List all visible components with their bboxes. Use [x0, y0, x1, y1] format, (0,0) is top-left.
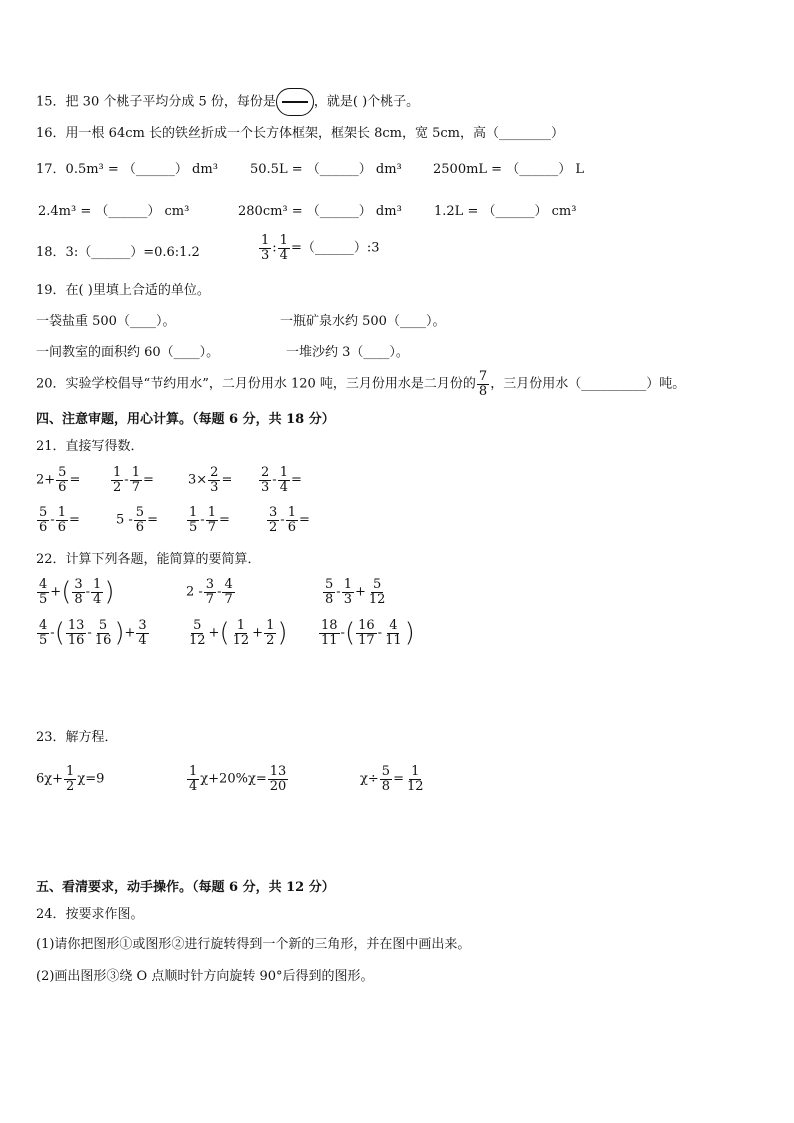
q18-a: 18．3:（______）=0.6:1.2 — [36, 245, 200, 260]
q19-a: 一袋盐重 500（____）。 — [36, 314, 176, 329]
q23-eq-1: 6χ+ $\frac{1}{2}$ χ=9 — [36, 764, 105, 794]
section-4-title: 四、注意审题，用心计算。（每题 6 分，共 18 分） — [36, 412, 335, 427]
q19-c: 一间教室的面积约 60（____）。 — [36, 345, 220, 360]
q19-d: 一堆沙约 3（____）。 — [286, 345, 409, 360]
fraction: $\frac{1}{4}$ — [279, 233, 288, 263]
q17-f: 1.2L = （______） cm³ — [434, 204, 577, 219]
q19-b: 一瓶矿泉水约 500（____）。 — [280, 314, 446, 329]
q20: 20．实验学校倡导“节约用水”，二月份用水 120 吨，三月份用水是二月份的 $\frac{7}{8}$ ，三月份用水（__________）吨。 — [36, 369, 686, 399]
q17-c: 2500mL = （______） L — [433, 162, 584, 177]
q18-b: $\frac{1}{3}$ : $\frac{1}{4}$ =（______）:3 — [261, 233, 380, 263]
q22-expr-1: $\frac{4}{5}$ +( $\frac{3}{8}$ - $\frac{1}{4}$ ) — [39, 577, 115, 608]
q21-expr-2: $\frac{1}{2}$ - $\frac{1}{7}$ = — [113, 465, 154, 495]
q22-title: 22．计算下列各题，能简算的要简算． — [36, 552, 261, 567]
q15-fraction-blank[interactable] — [276, 88, 314, 116]
q17-b: 50.5L = （______） dm³ — [250, 162, 402, 177]
q15 — [36, 88, 419, 116]
q22-expr-6: $\frac{18}{11}$ -( $\frac{16}{17}$ - $\frac{4}{11}$ ) — [321, 618, 415, 649]
q17-d: 2.4m³ = （______） cm³ — [38, 204, 190, 219]
fraction: $\frac{7}{8}$ — [478, 369, 488, 399]
q21-expr-8: $\frac{3}{2}$ - $\frac{1}{6}$ = — [269, 505, 310, 535]
q23-title: 23．解方程． — [36, 730, 118, 745]
q21-expr-4: $\frac{2}{3}$ - $\frac{1}{4}$ = — [261, 465, 302, 495]
q21-title: 21．直接写得数． — [36, 439, 144, 454]
q15-post: ，就是( )个桃子。 — [313, 94, 420, 110]
q24-a: (1)请你把图形①或图形②进行旋转得到一个新的三角形，并在图中画出来。 — [36, 937, 471, 952]
q17-a: 17．0.5m³ = （______） dm³ — [36, 162, 218, 177]
q21-expr-7: $\frac{1}{5}$ - $\frac{1}{7}$ = — [189, 505, 230, 535]
q19-title: 19．在( )里填上合适的单位。 — [36, 283, 210, 298]
section-5-title: 五、看清要求，动手操作。（每题 6 分，共 12 分） — [36, 880, 335, 895]
q23-eq-2: $\frac{1}{4}$ χ+20%χ= $\frac{13}{20}$ — [189, 764, 287, 794]
q21-expr-1: 2+ $\frac{5}{6}$ = — [36, 465, 81, 495]
q21-expr-6: 5 - $\frac{5}{6}$ = — [116, 505, 158, 535]
q24-title: 24．按要求作图。 — [36, 907, 144, 922]
q16: 16．用一根 64cm 长的铁丝折成一个长方体框架，框架长 8cm，宽 5cm，高（________） — [36, 126, 564, 141]
q21-expr-3: 3× $\frac{2}{3}$ = — [188, 465, 233, 495]
q22-expr-2: 2 - $\frac{3}{7}$ - $\frac{4}{7}$ — [186, 577, 233, 607]
q15-pre: 15．把 30 个桃子平均分成 5 份，每份是 — [36, 94, 276, 110]
q22-expr-4: $\frac{4}{5}$ -( $\frac{13}{16}$ - $\frac{5}{16}$ )+ $\frac{3}{4}$ — [39, 618, 147, 649]
q23-eq-3: χ÷ $\frac{5}{8}$ = $\frac{1}{12}$ — [360, 764, 424, 794]
q21-expr-5: $\frac{5}{6}$ - $\frac{1}{6}$ = — [39, 505, 80, 535]
q22-expr-5: $\frac{5}{12}$ +( $\frac{1}{12}$ + $\frac{1}{2}$ ) — [189, 618, 288, 649]
q22-expr-3: $\frac{5}{8}$ - $\frac{1}{3}$ + $\frac{5}{12}$ — [325, 577, 386, 607]
q24-b: (2)画出图形③绕 O 点顺时针方向旋转 90°后得到的图形。 — [36, 969, 374, 984]
q17-e: 280cm³ = （______） dm³ — [238, 204, 402, 219]
fraction: $\frac{1}{3}$ — [261, 233, 270, 263]
